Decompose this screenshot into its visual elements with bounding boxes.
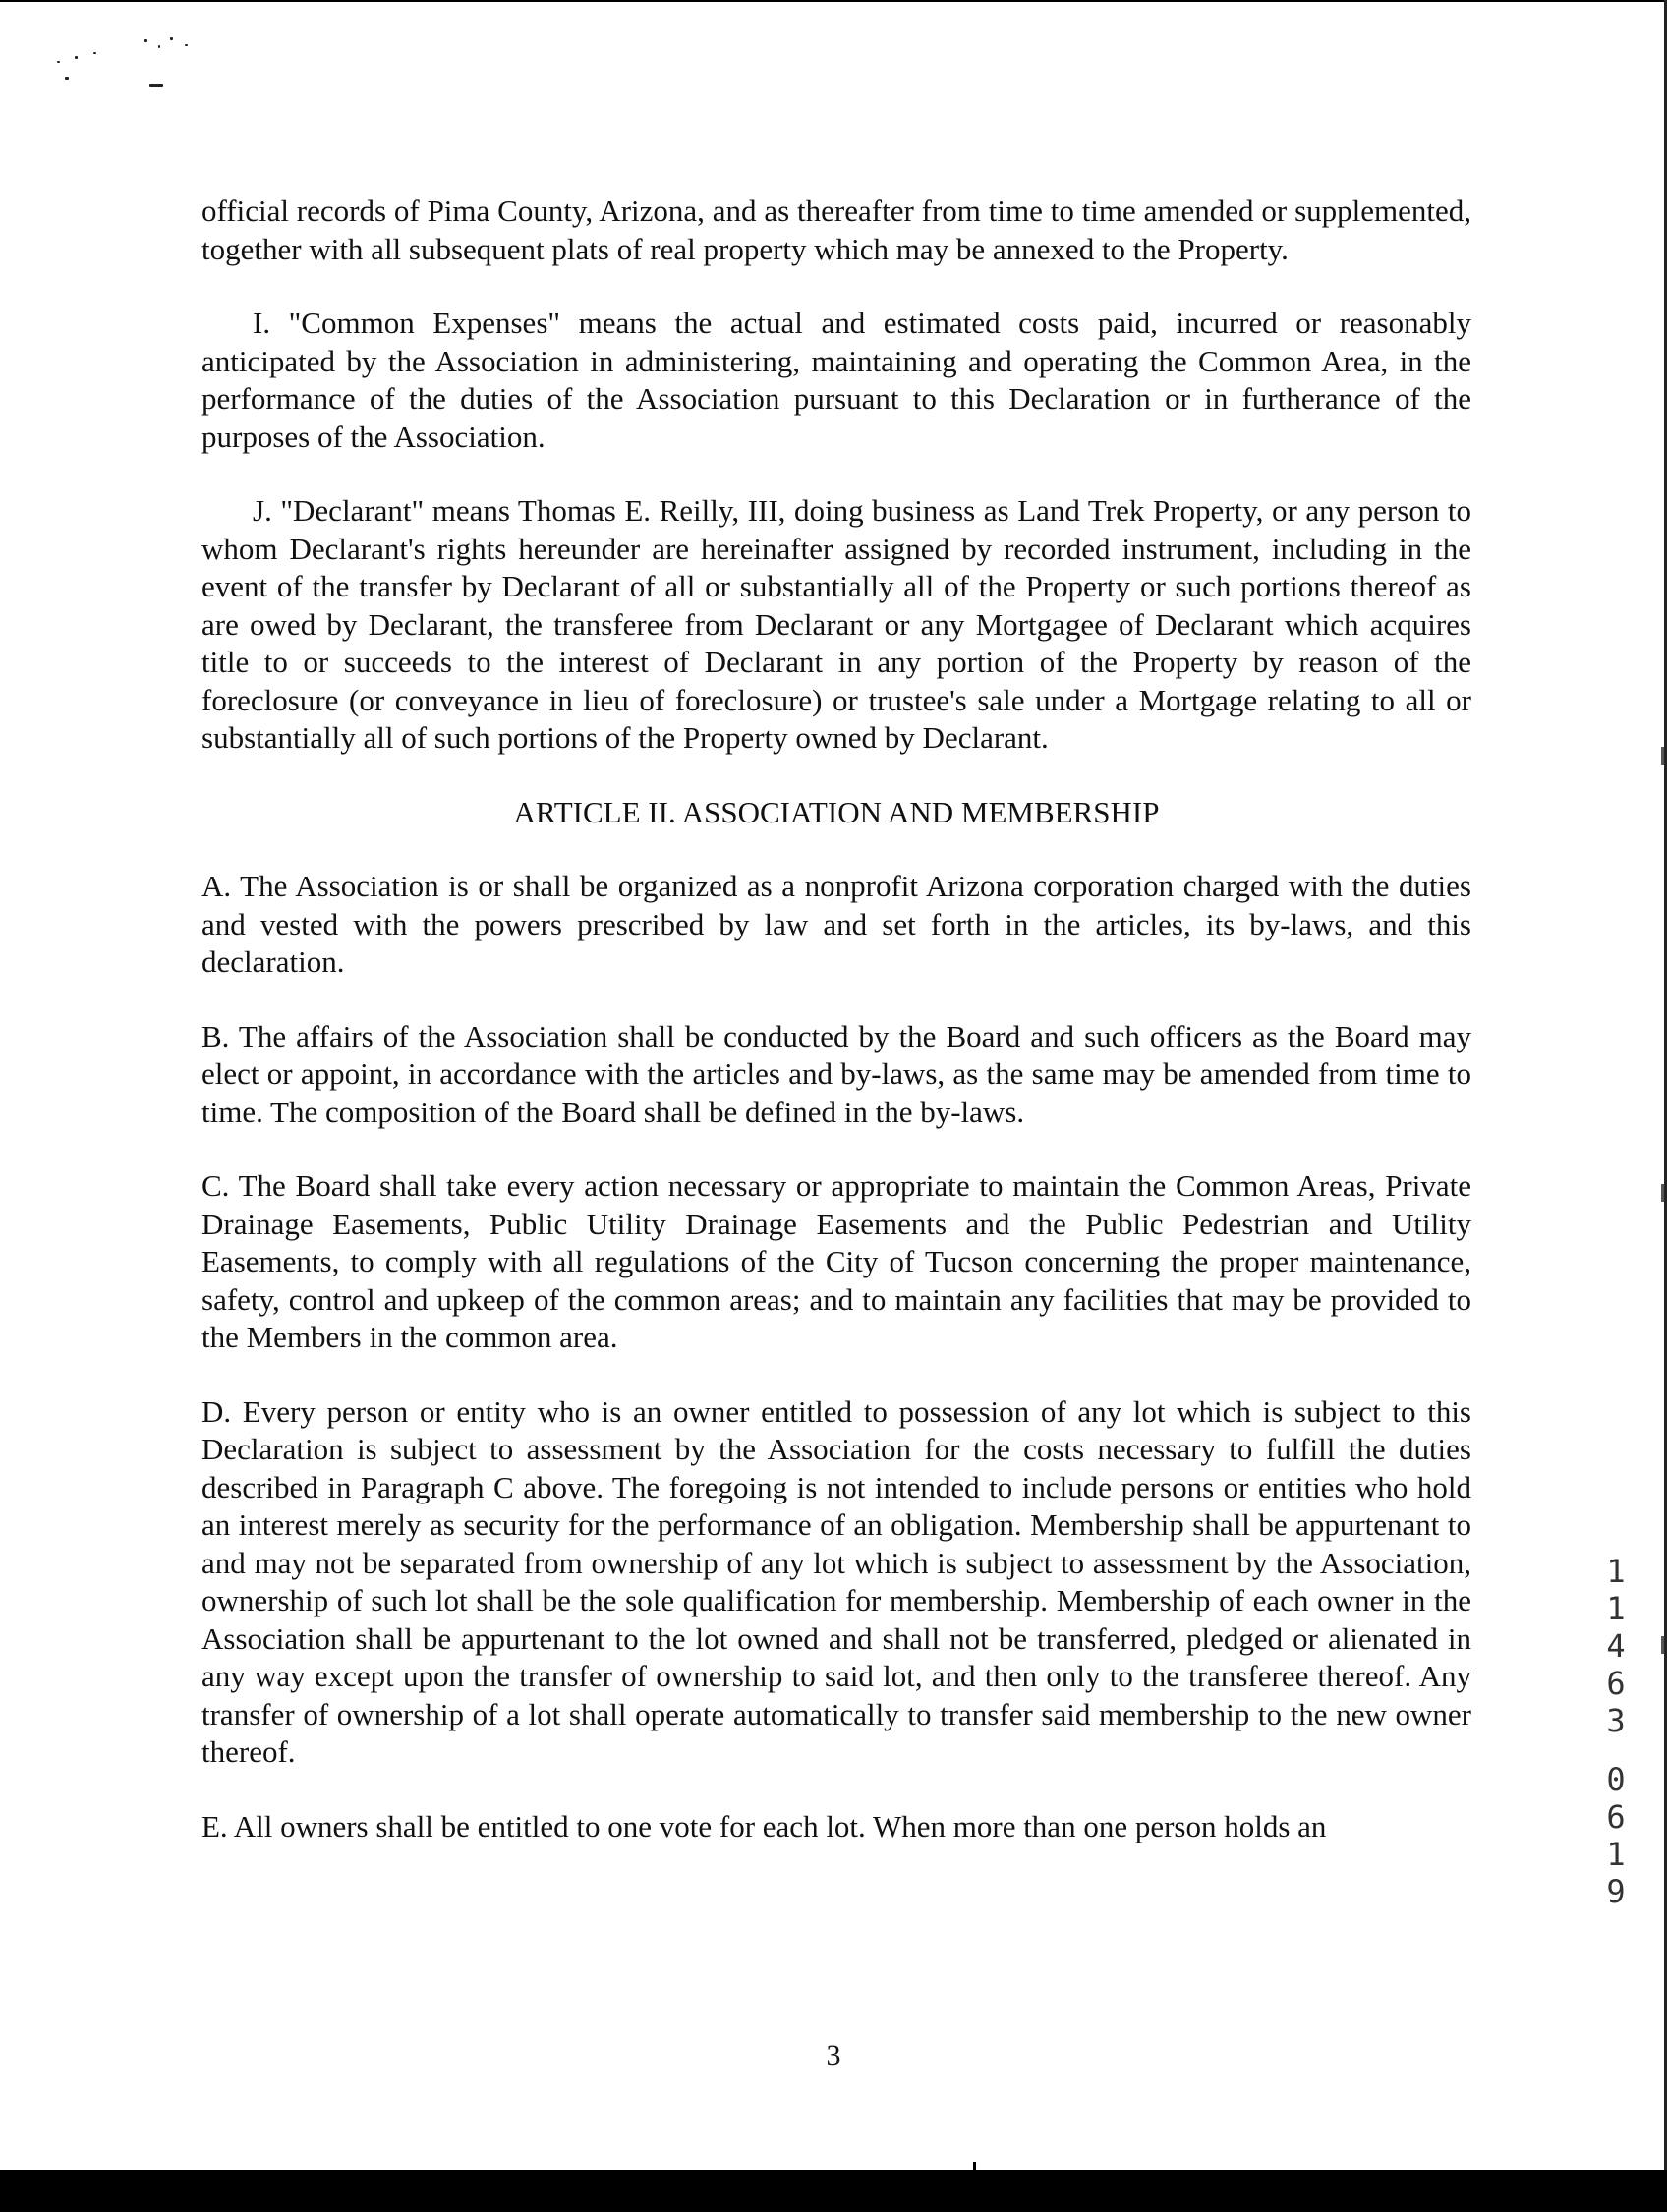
paragraph-a: A. The Association is or shall be organized as a nonprofit Arizona corporation charged with the duties and vested with the powers prescribed by law and set forth in the articles, its by-laws, and this declaration. — [201, 869, 1471, 979]
docket-number-stamp — [1598, 1553, 1634, 1910]
scan-bottom-bar — [0, 2170, 1667, 2212]
docket-digit: 1 — [1606, 1590, 1626, 1627]
scan-speck — [65, 77, 69, 80]
docket-digit: 4 — [1606, 1627, 1626, 1665]
docket-digit: 1 — [1606, 1553, 1626, 1590]
paragraph-intro: official records of Pima County, Arizona, and as thereafter from time to time amended or supplemented, together with all subsequent plats of real property which may be annexed to the Property. — [201, 194, 1471, 266]
scan-speck — [93, 52, 96, 54]
page-top-edge — [0, 0, 1667, 2]
scan-speck — [57, 61, 60, 63]
docket-digit: 0 — [1606, 1761, 1626, 1798]
page-number: 3 — [826, 2039, 841, 2071]
paragraph-b: B. The affairs of the Association shall be conducted by the Board and such officers as the Board may elect or appoint, in accordance with the articles and by-laws, as the same may be amended from time to time. The composition of the Board shall be defined in the by-laws. — [201, 1018, 1471, 1129]
paragraph-i-common-expenses: I. "Common Expenses" means the actual and estimated costs paid, incurred or reasonably anticipated by the Association in administering, maintaining and operating the Common Area, in the performance of the duties of the Association pursuant to this Declaration or in furtherance of the purposes of the Association. — [201, 306, 1471, 454]
document-body — [201, 193, 1471, 1882]
scan-speck — [149, 84, 163, 87]
scan-speck — [75, 56, 78, 59]
paragraph-e: E. All owners shall be entitled to one vote for each lot. When more than one person holds an — [201, 1808, 1327, 1843]
margin-mark — [1661, 1636, 1664, 1654]
scan-speck — [185, 44, 188, 46]
margin-mark — [1661, 1184, 1664, 1202]
docket-digit: 3 — [1606, 1702, 1626, 1739]
docket-digit: 9 — [1606, 1873, 1626, 1910]
paragraph-d: D. Every person or entity who is an owner entitled to possession of any lot which is subject to this Declaration is subject to assessment by the Association for the costs necessary to fulfill the duties described in Paragraph C above. The foregoing is not intended to include persons or entities who hold an interest merely as security for the performance of an obligation. Membership shall be appurtenant to and may not be separated from ownership of any lot which is subject to assessment by the Association, ownership of such lot shall be the sole qualification for membership. Membership of each owner in the Association shall be appurtenant to the lot owned and shall not be transferred, pledged or alienated in any way except upon the transfer of ownership to said lot, and then only to the transferee thereof. Any transfer of ownership of a lot shall operate automatically to transfer said membership to the new owner thereof. — [201, 1393, 1471, 1769]
scan-speck — [144, 39, 147, 42]
paragraph-c: C. The Board shall take every action necessary or appropriate to maintain the Common Areas, Private Drainage Easements, Public Utility Drainage Easements and the Public Pedestrian and Utility Easements, to comply with all regulations of the City of Tucson concerning the proper maintenance, safety, control and upkeep of the common areas; and to maintain any facilities that may be provided to the Members in the common area. — [201, 1168, 1471, 1354]
docket-gap — [1598, 1739, 1634, 1761]
docket-digit: 6 — [1606, 1798, 1626, 1836]
scan-speck — [170, 37, 173, 40]
docket-digit: 6 — [1606, 1665, 1626, 1702]
margin-mark — [1661, 747, 1664, 765]
paragraph-j-declarant: J. "Declarant" means Thomas E. Reilly, III, doing business as Land Trek Property, or any person to whom Declarant's rights hereunder are hereinafter assigned by recorded instrument, including in the event of the transfer by Declarant of all or substantially all of the Property or such portions thereof as are owed by Declarant, the transferee from Declarant or any Mortgagee of Declarant which acquires title to or succeeds to the interest of Declarant in any portion of the Property by reason of the foreclosure (or conveyance in lieu of foreclosure) or trustee's sale under a Mortgage relating to all or substantially all of such portions of the Property owned by Declarant. — [201, 493, 1471, 755]
scan-speck — [158, 45, 160, 48]
docket-digit: 1 — [1606, 1836, 1626, 1873]
article-heading: ARTICLE II. ASSOCIATION AND MEMBERSHIP — [513, 794, 1160, 829]
